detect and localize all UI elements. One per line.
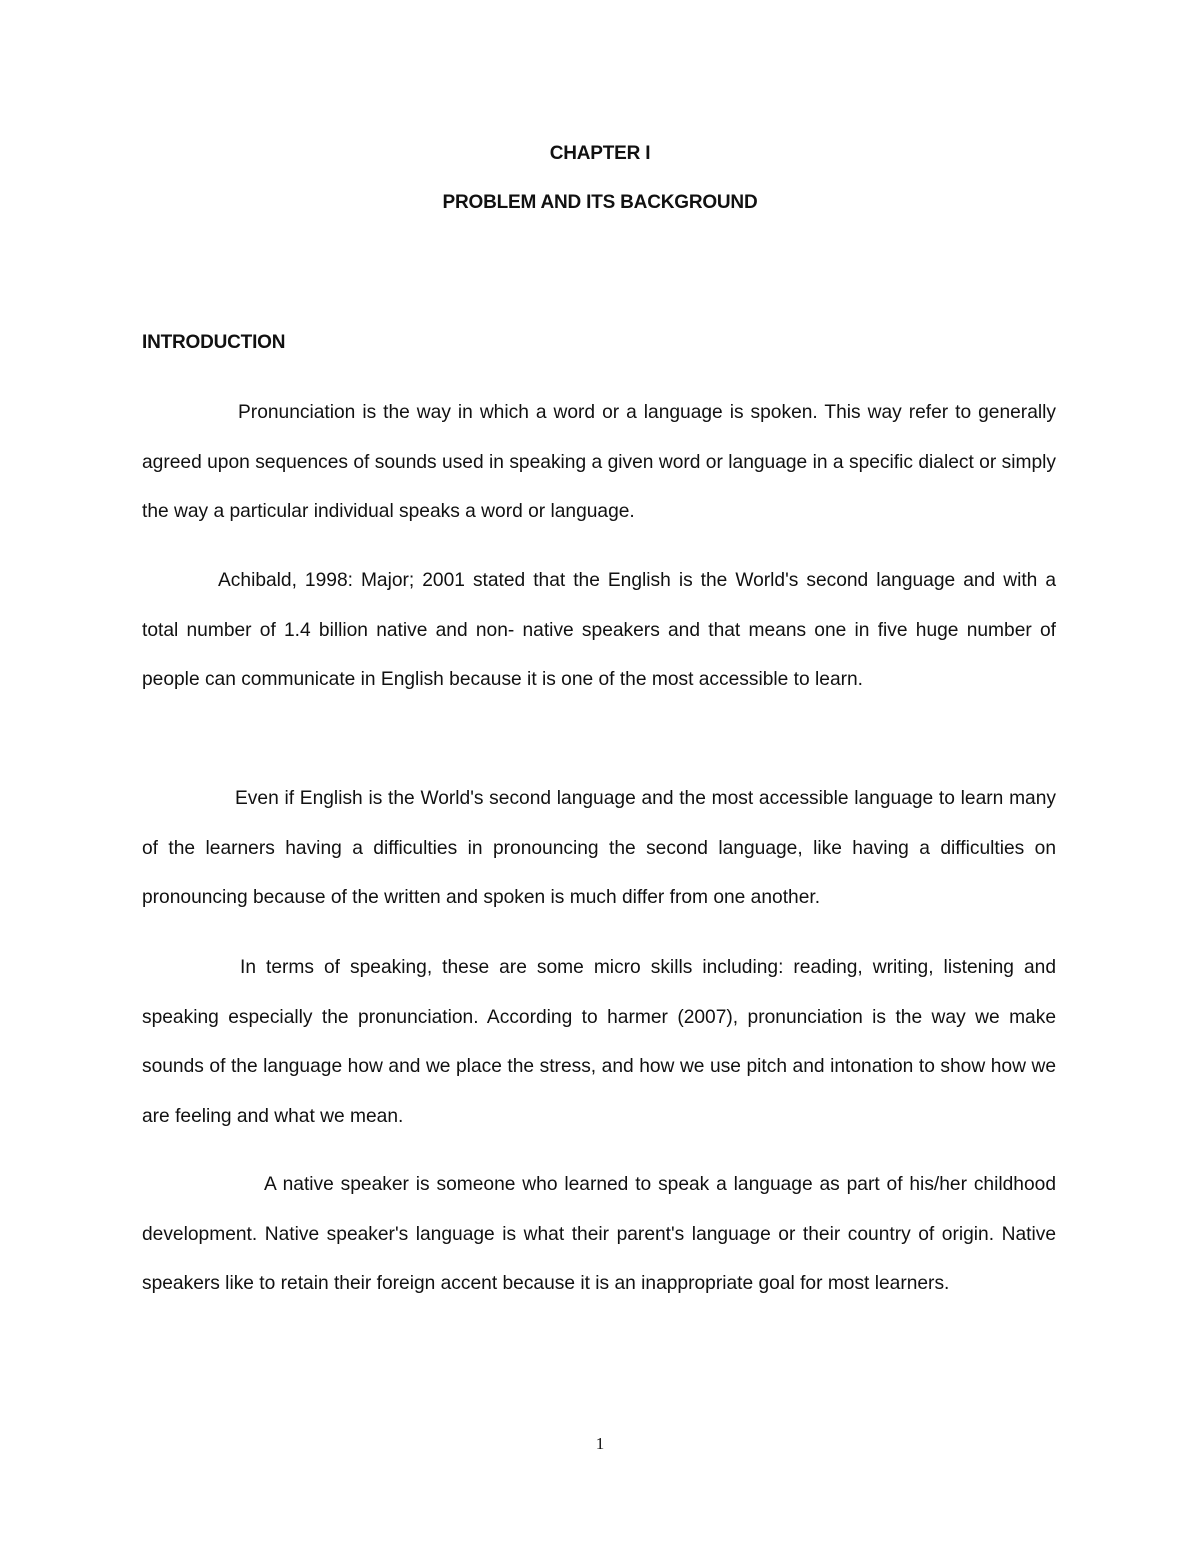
chapter-title: PROBLEM AND ITS BACKGROUND (442, 192, 758, 213)
paragraph: Pronunciation is the way in which a word or a language is spoken. This way refer to generally agreed upon sequences of sounds used in speaking a given word or language in a specific dialect or simply the way a particular individual speaks a word or language. (142, 402, 1056, 522)
chapter-heading: CHAPTER I (549, 143, 651, 164)
paragraph: Achibald, 1998: Major; 2001 stated that the English is the World's second language and with a total number of 1.4 billion native and non- native speakers and that means one in five huge number of people can communicate in English because it is one of the most accessible to learn. (142, 570, 1056, 690)
section-heading: INTRODUCTION (142, 332, 286, 353)
page-number: 1 (595, 1434, 605, 1453)
paragraph: A native speaker is someone who learned to speak a language as part of his/her childhood development. Native speaker's language is what their parent's language or their country of origin. Native speakers like to retain their foreign accent because it is an inappropriate goal for most learners. (142, 1174, 1056, 1294)
paragraph: Even if English is the World's second language and the most accessible language to learn many of the learners having a difficulties in pronouncing the second language, like having a difficulties on pronouncing because of the written and spoken is much differ from one another. (142, 788, 1056, 908)
paragraph: In terms of speaking, these are some micro skills including: reading, writing, listening and speaking especially the pronunciation. According to harmer (2007), pronunciation is the way we make sounds of the language how and we place the stress, and how we use pitch and intonation to show how we are feeling and what we mean. (142, 957, 1056, 1127)
